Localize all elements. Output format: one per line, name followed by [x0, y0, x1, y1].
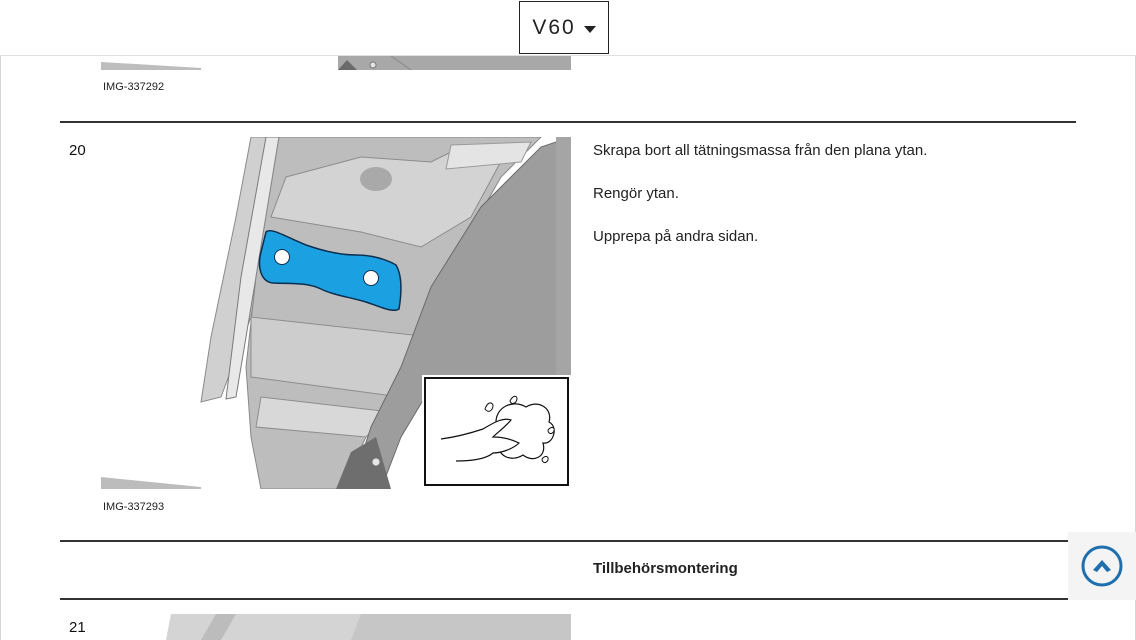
step-19-image-caption: IMG-337292 [103, 81, 165, 93]
step-divider [60, 598, 1076, 600]
step-divider [60, 121, 1076, 123]
instruction-text: Upprepa på andra sidan. [593, 228, 759, 245]
instruction-text: Skrapa bort all tätningsmassa från den plana ytan. [593, 142, 928, 159]
caret-down-icon [584, 26, 596, 33]
step-20-image-caption: IMG-337293 [103, 501, 165, 513]
instruction-text: Rengör ytan. [593, 185, 679, 202]
step-number: 21 [69, 619, 86, 636]
step-21-image [101, 614, 571, 640]
section-title: Tillbehörsmontering [593, 560, 738, 577]
step-number: 20 [69, 142, 86, 159]
step-20-image [101, 137, 571, 489]
step-21-illustration [101, 614, 571, 640]
step-19-image [101, 56, 571, 70]
model-label: V60 [532, 15, 576, 39]
chevron-up-icon [1081, 545, 1123, 587]
top-bar [0, 0, 1136, 56]
model-select[interactable] [519, 1, 609, 54]
step-divider [60, 540, 1076, 542]
step-19-illustration [101, 56, 571, 70]
step-20-illustration [101, 137, 571, 489]
scroll-to-top-button[interactable] [1068, 532, 1136, 600]
